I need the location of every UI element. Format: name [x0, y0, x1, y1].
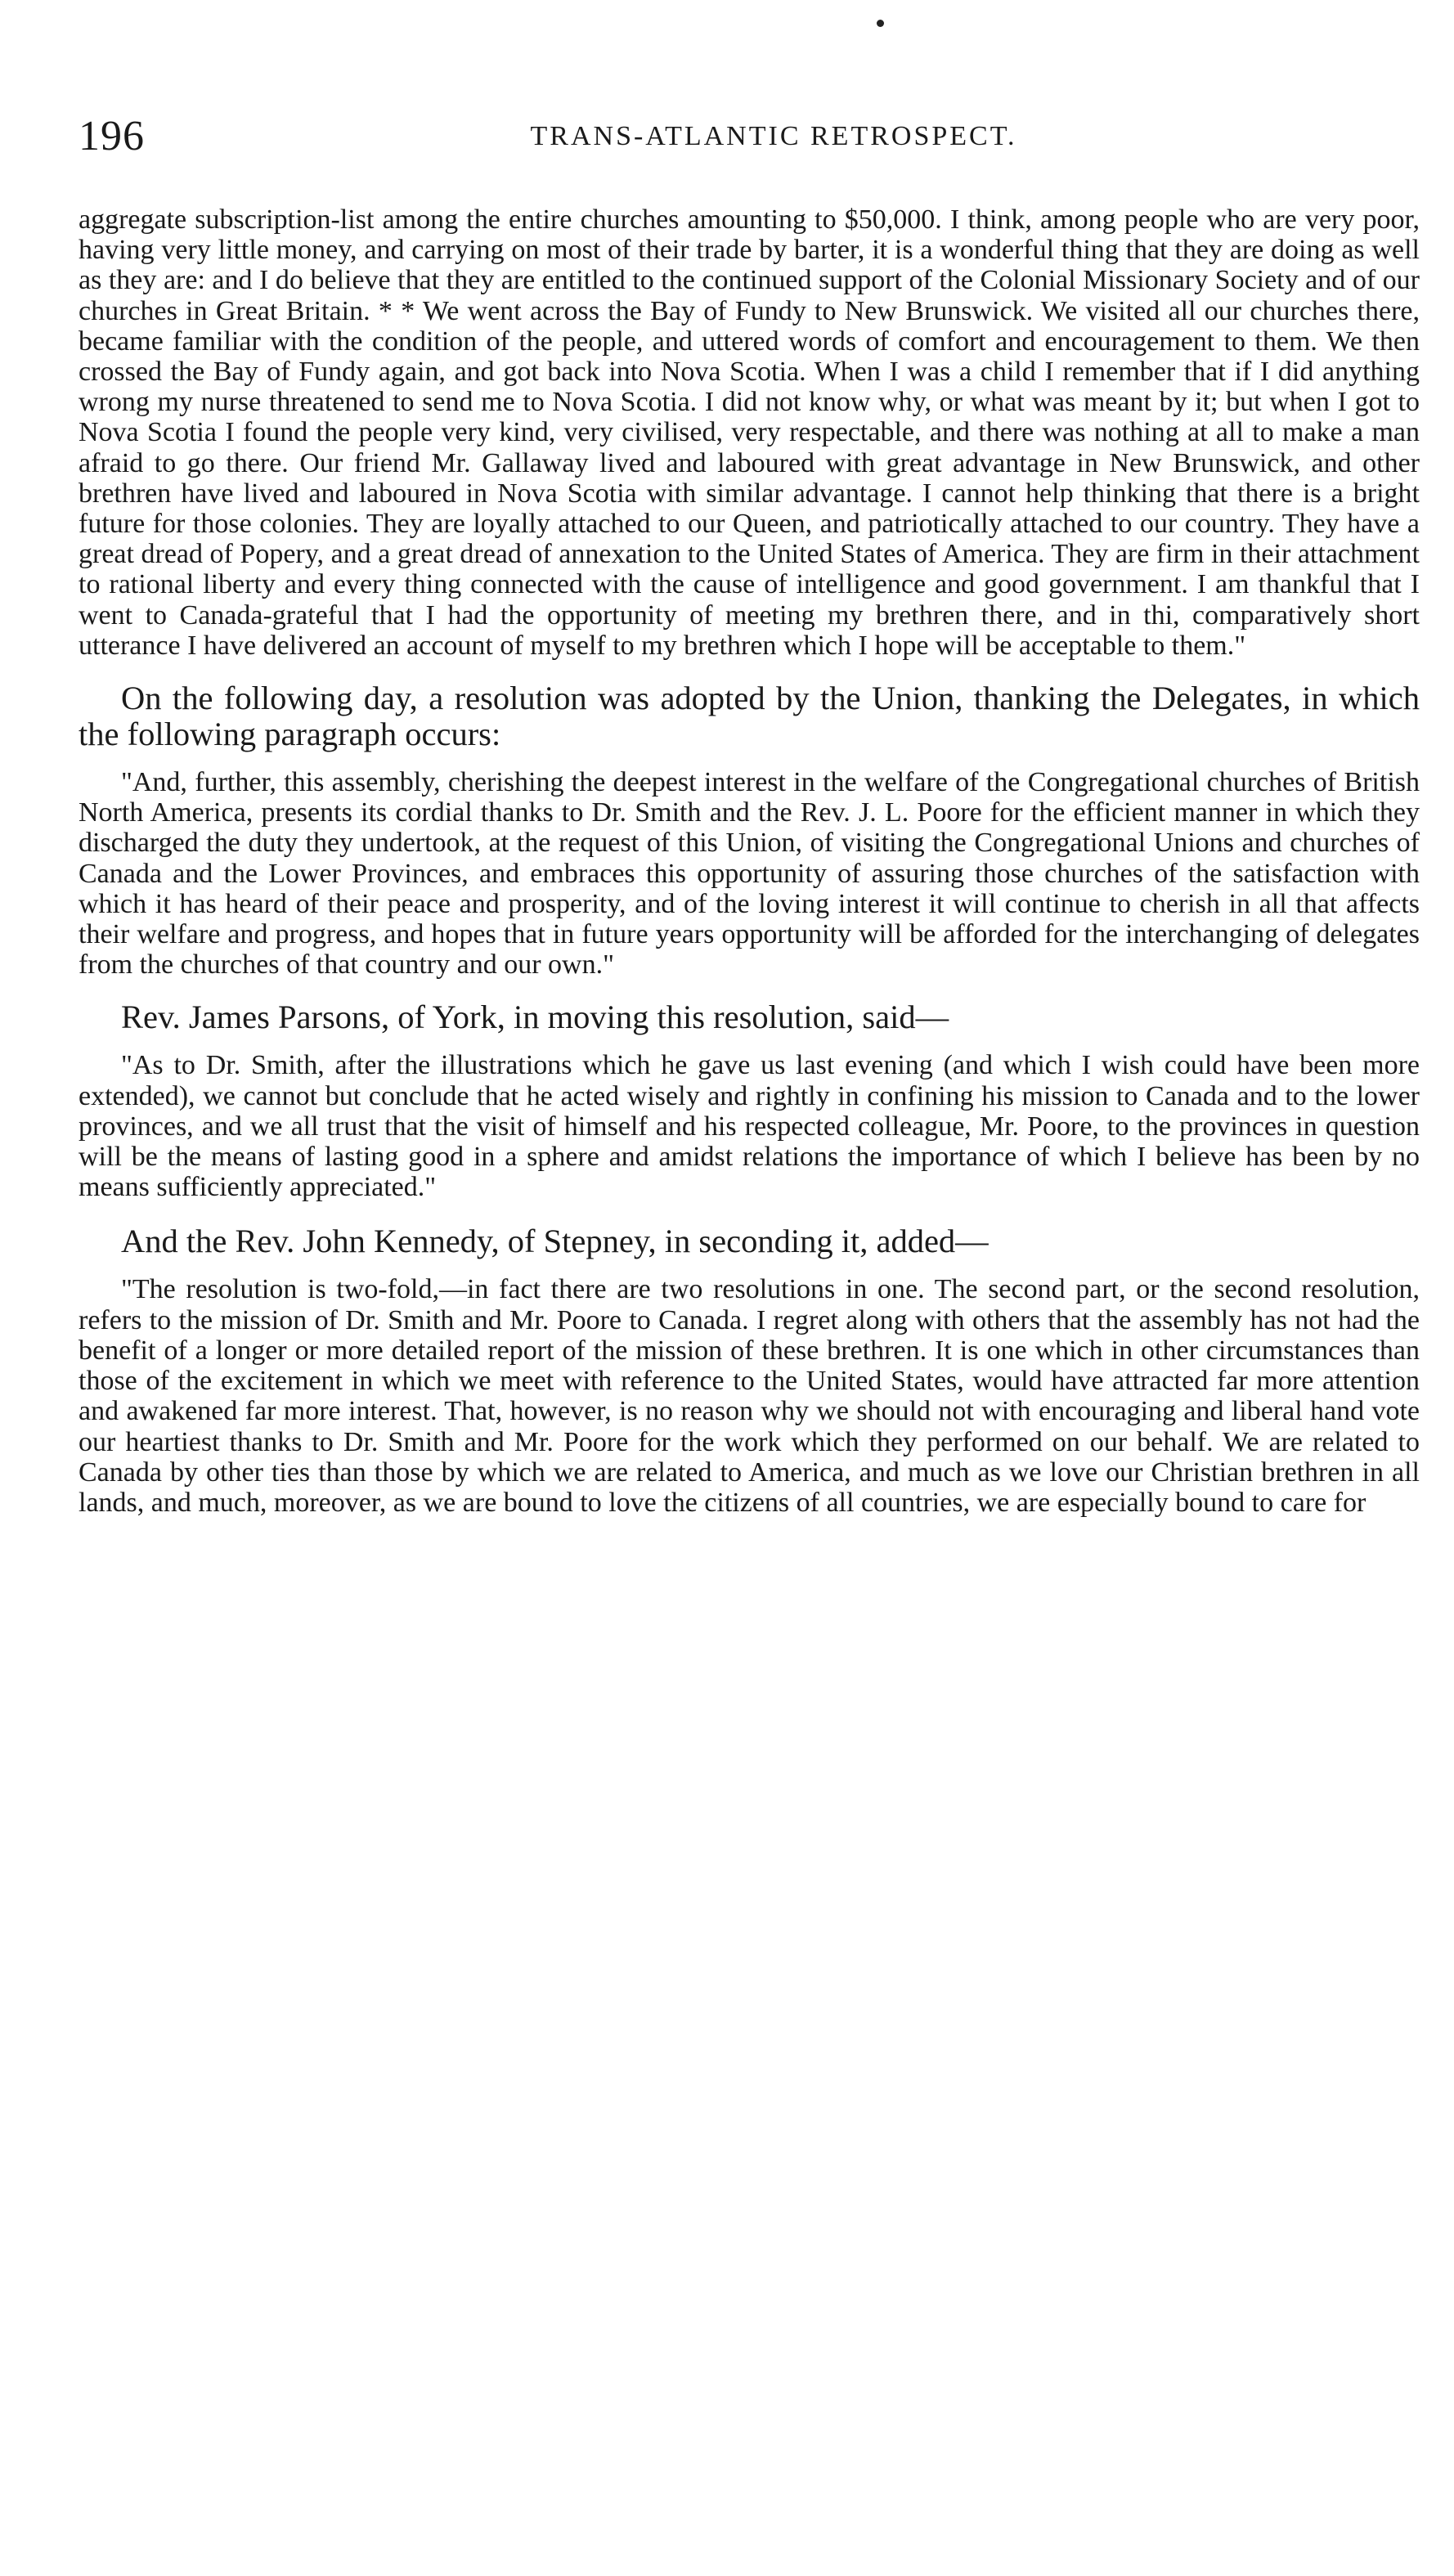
page-header	[79, 108, 1420, 165]
book-page	[79, 33, 1420, 2551]
body-text	[79, 204, 1420, 1518]
narrative-paragraph-kennedy: And the Rev. John Kennedy, of Stepney, in seconding it, added—	[121, 1223, 989, 1260]
quote-paragraph-continued: aggregate subscription-list among the entire churches amounting to $50,000. I think, among people who are very poor, having very little money, and carrying on most of their trade by barter, it is a wonderful thing that they are doing as well as they are: and I do believe that they are entitled to the continued support of the Colonial Missionary Society and of our churches in Great Britain. * * We went across the Bay of Fundy to New Brunswick. We visited all our churches there, became familiar with the condition of the people, and uttered words of comfort and encouragement to them. We then crossed the Bay of Fundy again, and got back into Nova Scotia. When I was a child I remember that if I did anything wrong my nurse threatened to send me to Nova Scotia. I did not know why, or what was meant by it; but when I got to Nova Scotia I found the people very kind, very civilised, very respectable, and there was nothing at all to make a man afraid to go there. Our friend Mr. Gallaway lived and laboured with great advantage in New Brunswick, and other brethren have lived and laboured in Nova Scotia with similar advantage. I cannot help thinking that there is a bright future for those colonies. They are loyally attached to our Queen, and patriotically attached to our country. They have a great dread of Popery, and a great dread of annexation to the United States of America. They are firm in their attachment to rational liberty and every thing connected with the cause of intelligence and good government. I am thankful that I went to Canada-grateful that I had the opportunity of meeting my brethren there, and in thi, comparatively short utterance I have delivered an account of myself to my brethren which I hope will be acceptable to them."	[79, 204, 1420, 661]
page-number: 196	[79, 113, 145, 159]
quote-paragraph-resolution: "And, further, this assembly, cherishing the deepest interest in the welfare of the Congregational churches of British North America, presents its cordial thanks to Dr. Smith and the Rev. J. L. Poore for the efficient manner in which they discharged the duty they undertook, at the request of this Union, of visiting the Congregational Unions and churches of Canada and the Lower Provinces, and embraces this opportunity of assuring those churches of the satisfaction with which it has heard of their peace and prosperity, and of the loving interest it will continue to cherish in all that affects their welfare and progress, and hopes that in future years opportunity will be afforded for the interchanging of delegates from the churches of that country and our own."	[79, 767, 1420, 981]
print-speck	[877, 20, 884, 27]
narrative-paragraph-resolution: On the following day, a resolution was adopted by the Union, thanking the Delegates, in which the following paragraph occurs:	[79, 680, 1420, 753]
narrative-paragraph-parsons: Rev. James Parsons, of York, in moving this resolution, said—	[121, 999, 949, 1036]
quote-paragraph-parsons: "As to Dr. Smith, after the illustrations which he gave us last evening (and which I wish could have been more extended), we cannot but conclude that he acted wisely and rightly in confining his mission to Canada and to the lower provinces, and we all trust that the visit of himself and his respected colleague, Mr. Poore, to the provinces in question will be the means of lasting good in a sphere and amidst relations the importance of which I believe has been by no means sufficiently appreciated."	[79, 1050, 1420, 1203]
running-title: TRANS-ATLANTIC RETROSPECT.	[530, 121, 1017, 151]
quote-paragraph-kennedy: "The resolution is two-fold,—in fact there are two resolutions in one. The second part, or the second resolution, refers to the mission of Dr. Smith and Mr. Poore to Canada. I regret along with others that the assembly has not had the benefit of a longer or more detailed report of the mission of these brethren. It is one which in other circumstances than those of the excitement in which we meet with reference to the United States, would have attracted far more attention and awakened far more interest. That, however, is no reason why we should not with encouraging and liberal hand vote our heartiest thanks to Dr. Smith and Mr. Poore for the work which they performed on our behalf. We are related to Canada by other ties than those by which we are related to America, and much as we love our Christian brethren in all lands, and much, moreover, as we are bound to love the citizens of all countries, we are especially bound to care for	[79, 1274, 1420, 1518]
